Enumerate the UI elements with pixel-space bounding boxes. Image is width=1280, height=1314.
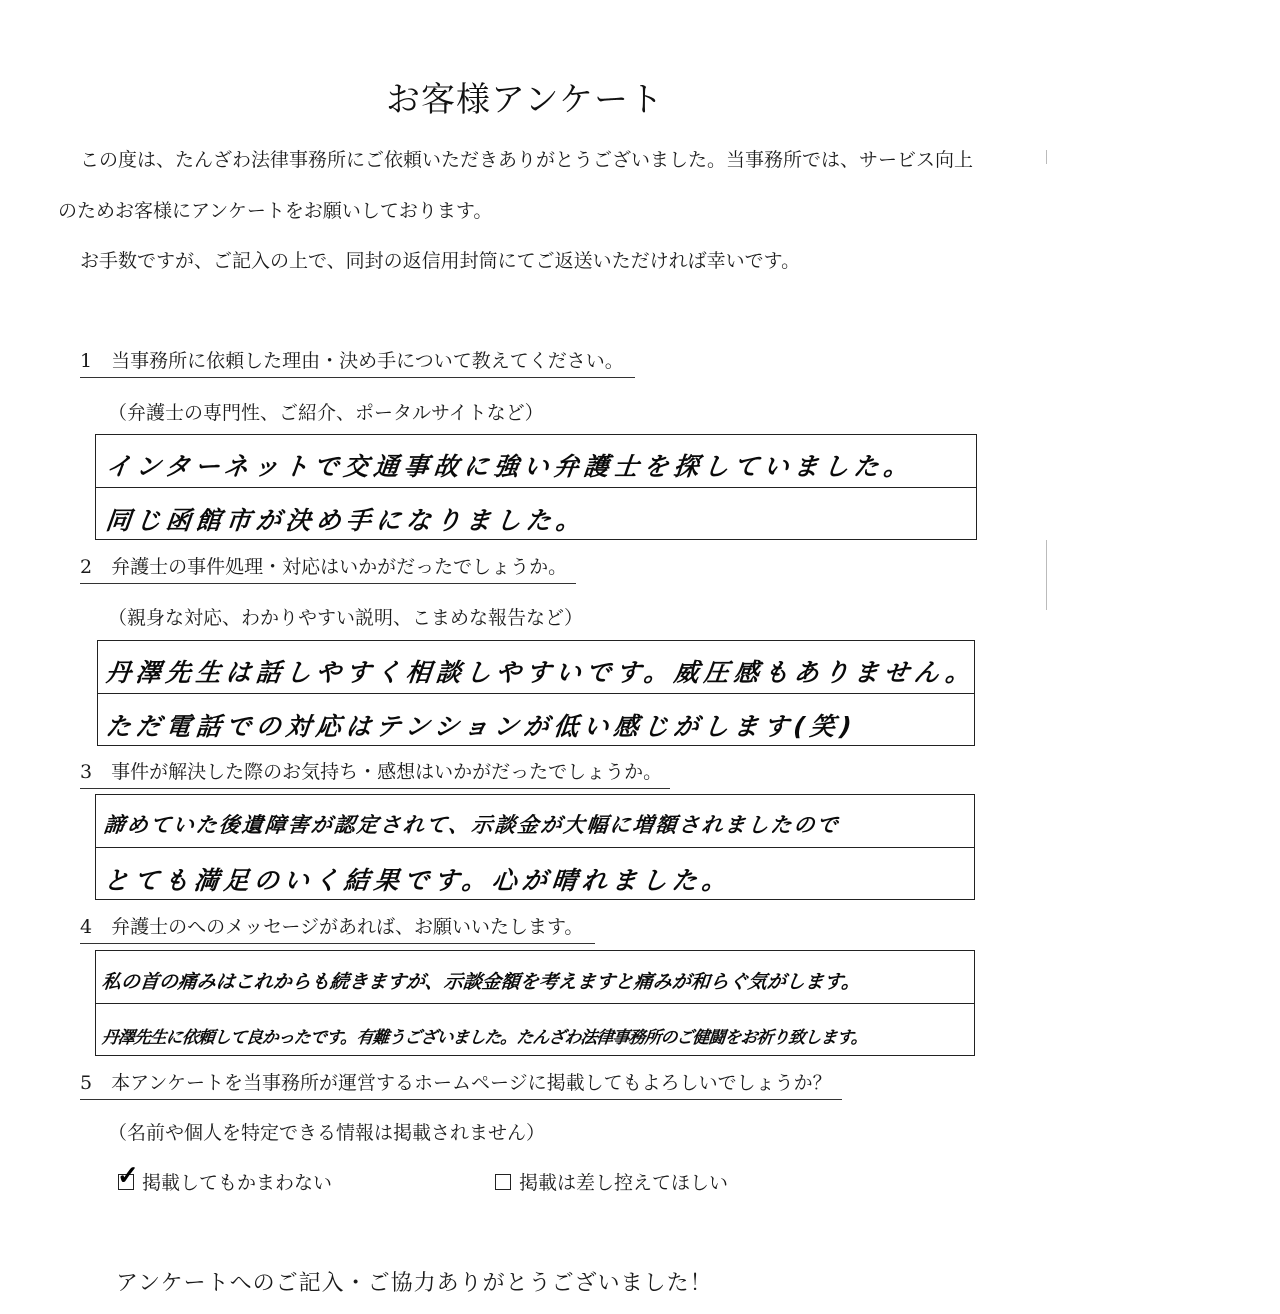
publish-option-decline-label: 掲載は差し控えてほしい bbox=[519, 1172, 729, 1194]
question-5-heading: 5 本アンケートを当事務所が運営するホームページに掲載してもよろしいでしょうか？ bbox=[80, 1068, 842, 1100]
question-5-hint: （名前や個人を特定できる情報は掲載されません） bbox=[108, 1122, 546, 1144]
scan-mark bbox=[1046, 540, 1047, 610]
question-2-hint: （親身な対応、わかりやすい説明、こまめな報告など） bbox=[108, 607, 584, 629]
question-2-answer-box bbox=[97, 640, 975, 746]
question-2-heading: 2 弁護士の事件処理・対応はいかがだったでしょうか。 bbox=[80, 552, 576, 584]
question-3-answer-box bbox=[95, 794, 975, 900]
publish-option-allow-label: 掲載してもかまわない bbox=[142, 1172, 333, 1194]
page-title: お客様アンケート bbox=[386, 80, 664, 120]
intro-line-2: のためお客様にアンケートをお願いしております。 bbox=[58, 200, 493, 222]
closing-message: アンケートへのご記入・ご協力ありがとうございました！ bbox=[116, 1271, 713, 1296]
question-4-answer-line-1: 私の首の痛みはこれからも続きますが、示談金額を考えますと痛みが和らぐ気がします。 bbox=[100, 971, 862, 993]
publish-option-decline[interactable] bbox=[495, 1168, 728, 1195]
question-3-answer-line-2: とても満足のいく結果です。心が晴れました。 bbox=[102, 866, 734, 895]
question-2-answer-line-1: 丹澤先生は話しやすく相談しやすいです。威圧感もありません。 bbox=[104, 658, 977, 687]
question-4-heading: 4 弁護士のへのメッセージがあれば、お願いいたします。 bbox=[80, 912, 595, 944]
question-1-answer-line-2: 同じ函館市が決め手になりました。 bbox=[104, 506, 588, 535]
checkmark-icon: ✓ bbox=[117, 1161, 139, 1191]
question-1-answer-line-1: インターネットで交通事故に強い弁護士を探していました。 bbox=[104, 452, 916, 481]
question-1-hint: （弁護士の専門性、ご紹介、ポータルサイトなど） bbox=[108, 402, 544, 424]
intro-line-1: この度は、たんざわ法律事務所にご依頼いただきありがとうございました。当事務所では、サービス向上 bbox=[80, 149, 974, 171]
question-1-answer-box bbox=[95, 434, 977, 540]
scan-mark bbox=[1046, 150, 1047, 164]
question-1-heading: 1 当事務所に依頼した理由・決め手について教えてください。 bbox=[80, 346, 635, 378]
question-3-heading: 3 事件が解決した際のお気持ち・感想はいかがだったでしょうか。 bbox=[80, 757, 670, 789]
question-2-answer-line-2: ただ電話での対応はテンションが低い感じがします(笑) bbox=[104, 712, 858, 741]
checkbox-decline[interactable] bbox=[495, 1174, 511, 1190]
question-4-answer-line-2: 丹澤先生に依頼して良かったです。有難うございました。たんざわ法律事務所のご健闘をお祈り致します。 bbox=[100, 1028, 869, 1048]
publish-option-allow[interactable] bbox=[117, 1161, 333, 1195]
question-3-answer-line-1: 諦めていた後遺障害が認定されて、示談金が大幅に増額されましたので bbox=[102, 813, 841, 837]
checkbox-allow[interactable] bbox=[117, 1161, 139, 1191]
question-4-answer-box bbox=[95, 950, 975, 1056]
intro-line-3: お手数ですが、ご記入の上で、同封の返信用封筒にてご返送いただければ幸いです。 bbox=[80, 250, 801, 272]
